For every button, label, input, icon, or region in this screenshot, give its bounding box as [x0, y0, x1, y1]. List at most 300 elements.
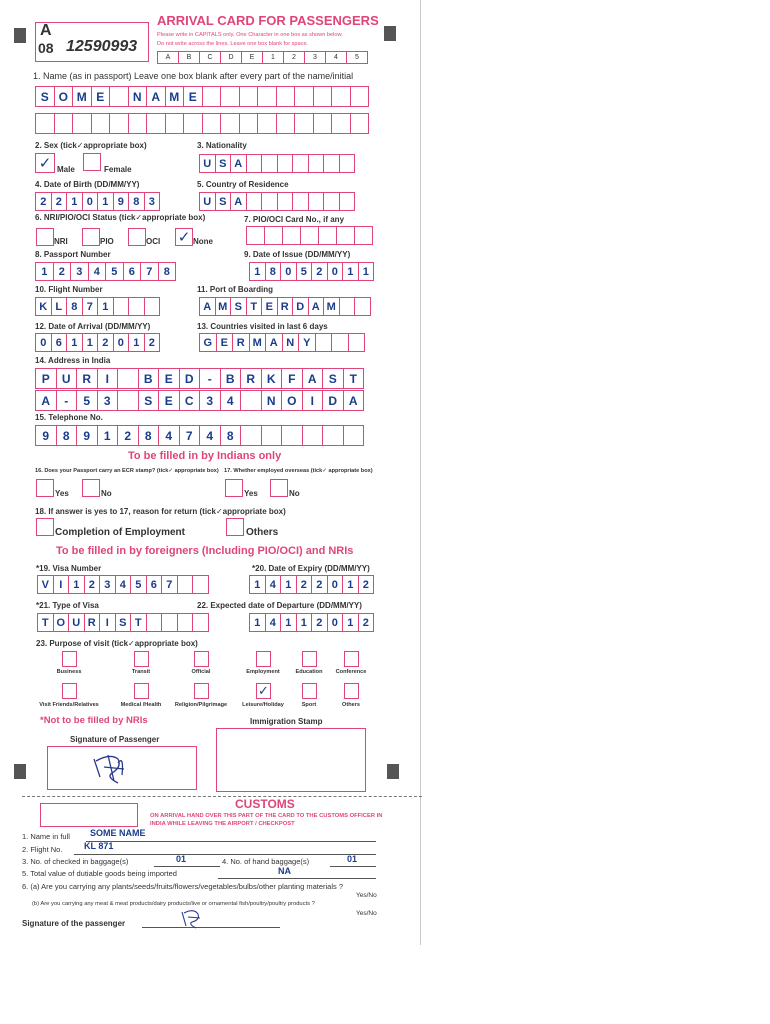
char-box[interactable]: 2 [144, 333, 161, 352]
char-box[interactable] [257, 113, 277, 134]
char-box[interactable]: 2 [358, 575, 375, 594]
char-box[interactable]: N [128, 86, 148, 107]
char-box[interactable]: 8 [128, 192, 145, 211]
q13-label: 13. Countries visited in last 6 days [197, 322, 328, 331]
char-box[interactable] [257, 86, 277, 107]
customs-hand-label: 4. No. of hand baggage(s) [222, 857, 310, 866]
port-of-boarding-boxes[interactable] [199, 297, 370, 316]
q17-no-checkbox[interactable] [270, 479, 288, 497]
q16-label: 16. Does your Passport carry an ECR stamp? (tick✓ appropriate box) [35, 468, 219, 474]
char-box[interactable] [246, 192, 263, 211]
char-box[interactable]: 0 [327, 613, 344, 632]
customs-checked-value[interactable]: 01 [176, 854, 187, 864]
char-box[interactable]: 8 [158, 262, 177, 281]
male-checkbox[interactable]: ✓ [35, 153, 55, 173]
customs-dutiable-line [218, 878, 376, 879]
female-label: Female [104, 165, 132, 174]
char-box[interactable]: 9 [76, 425, 98, 446]
char-box[interactable]: - [199, 368, 221, 389]
purpose-label: Visit Friends/Relatives [39, 702, 99, 708]
char-box[interactable]: A [343, 390, 365, 411]
q21-label: *21. Type of Visa [36, 601, 99, 610]
expiry-date-boxes[interactable] [249, 575, 373, 594]
char-box[interactable]: 4 [158, 425, 180, 446]
char-box[interactable]: 1 [97, 192, 114, 211]
char-box[interactable]: 8 [66, 297, 83, 316]
char-box[interactable] [246, 226, 265, 245]
char-box[interactable] [354, 226, 373, 245]
char-box[interactable] [192, 613, 209, 632]
purpose-business-checkbox[interactable] [62, 651, 77, 667]
char-box[interactable]: 1 [128, 333, 145, 352]
char-box[interactable] [308, 192, 325, 211]
customs-hand-value[interactable]: 01 [347, 854, 358, 864]
char-box[interactable]: T [130, 613, 147, 632]
purpose-religion-pilgrimage-checkbox[interactable] [194, 683, 209, 699]
char-box[interactable] [177, 575, 194, 594]
char-box[interactable]: E [158, 390, 180, 411]
char-box[interactable]: M [323, 297, 340, 316]
female-checkbox[interactable] [83, 153, 101, 171]
char-box[interactable]: U [56, 368, 78, 389]
char-box[interactable]: I [99, 613, 116, 632]
char-box[interactable]: S [138, 390, 160, 411]
char-box[interactable] [343, 425, 365, 446]
char-box[interactable]: 4 [199, 425, 221, 446]
char-box[interactable]: 0 [35, 333, 52, 352]
char-box[interactable]: 6 [123, 262, 142, 281]
registration-mark [387, 764, 399, 779]
char-box[interactable]: 7 [82, 297, 99, 316]
customs-dutiable-value[interactable]: NA [278, 866, 291, 876]
registration-mark [14, 764, 26, 779]
name-line-2[interactable] [35, 113, 368, 134]
char-box[interactable] [350, 113, 370, 134]
signature-box[interactable] [47, 746, 197, 790]
char-box: 4 [325, 51, 347, 64]
char-box[interactable]: 2 [117, 425, 139, 446]
dob-boxes[interactable] [35, 192, 159, 211]
char-box[interactable] [202, 113, 222, 134]
char-box[interactable]: I [302, 390, 324, 411]
char-box[interactable]: A [230, 192, 247, 211]
tear-line [22, 796, 422, 797]
passport-number-boxes[interactable] [35, 262, 175, 281]
char-box[interactable] [300, 226, 319, 245]
char-box[interactable]: K [261, 368, 283, 389]
char-box[interactable] [313, 86, 333, 107]
customs-signature-label: Signature of the passenger [22, 919, 126, 928]
char-box[interactable]: O [54, 86, 74, 107]
pio-oci-card-boxes[interactable] [246, 226, 372, 245]
char-box[interactable]: T [343, 368, 365, 389]
char-box[interactable]: 2 [97, 333, 114, 352]
status-oci-checkbox[interactable] [128, 228, 146, 246]
char-box[interactable] [318, 226, 337, 245]
char-box[interactable] [261, 425, 283, 446]
char-box[interactable] [302, 425, 324, 446]
char-box[interactable] [54, 113, 74, 134]
char-box[interactable]: 1 [97, 425, 119, 446]
char-box[interactable]: D [322, 390, 344, 411]
char-box[interactable]: 2 [311, 262, 328, 281]
customs-flight-value[interactable]: KL 871 [84, 841, 114, 851]
completion-checkbox[interactable] [36, 518, 54, 536]
char-box[interactable]: 1 [280, 575, 297, 594]
char-box[interactable]: M [249, 333, 267, 352]
char-box[interactable]: 1 [35, 262, 54, 281]
registration-mark [384, 26, 396, 41]
char-box: 1 [262, 51, 284, 64]
char-box[interactable] [240, 425, 262, 446]
char-box[interactable]: 1 [358, 262, 375, 281]
char-box[interactable]: 1 [249, 613, 266, 632]
char-box[interactable]: 2 [311, 575, 328, 594]
char-box[interactable] [117, 368, 139, 389]
char-box[interactable]: 0 [82, 192, 99, 211]
char-box[interactable]: E [183, 86, 203, 107]
char-box[interactable]: D [292, 297, 309, 316]
char-box[interactable]: R [84, 613, 101, 632]
char-box[interactable] [331, 333, 349, 352]
name-line-1[interactable] [35, 86, 368, 107]
char-box[interactable]: S [35, 86, 55, 107]
char-box[interactable] [239, 113, 259, 134]
char-box[interactable] [220, 113, 240, 134]
char-box[interactable]: 6 [51, 333, 68, 352]
char-box[interactable] [323, 154, 340, 173]
status-none-checkbox[interactable]: ✓ [175, 228, 193, 246]
char-box[interactable]: S [322, 368, 344, 389]
char-box[interactable]: T [37, 613, 54, 632]
char-box[interactable] [277, 192, 294, 211]
char-box[interactable]: 3 [199, 390, 221, 411]
char-box[interactable]: B [220, 368, 242, 389]
purpose-label: Sport [301, 702, 317, 708]
char-box[interactable] [276, 86, 296, 107]
char-box[interactable]: E [158, 368, 180, 389]
char-box[interactable] [282, 226, 301, 245]
purpose-medical-health-checkbox[interactable] [134, 683, 149, 699]
q3-label: 3. Nationality [197, 141, 247, 150]
char-box[interactable]: 2 [296, 575, 313, 594]
status-nri-checkbox[interactable] [36, 228, 54, 246]
char-box[interactable] [276, 113, 296, 134]
char-box[interactable] [292, 192, 309, 211]
char-box[interactable]: U [199, 154, 216, 173]
char-box[interactable]: 0 [327, 262, 344, 281]
char-box[interactable] [292, 154, 309, 173]
char-box[interactable]: I [97, 368, 119, 389]
char-box[interactable]: 8 [220, 425, 242, 446]
char-box[interactable]: K [35, 297, 52, 316]
char-box[interactable]: 1 [342, 575, 359, 594]
char-box[interactable]: R [277, 297, 294, 316]
char-box[interactable]: V [37, 575, 54, 594]
char-box[interactable]: U [199, 192, 216, 211]
char-box[interactable]: 4 [115, 575, 132, 594]
char-box[interactable]: S [230, 297, 247, 316]
char-box[interactable] [294, 113, 314, 134]
nationality-boxes[interactable] [199, 154, 354, 173]
purpose-leisure-holiday-checkbox[interactable]: ✓ [256, 683, 271, 699]
q10-label: 10. Flight Number [35, 285, 103, 294]
char-box[interactable]: Y [298, 333, 316, 352]
char-box[interactable]: A [230, 154, 247, 173]
char-box[interactable]: S [115, 613, 132, 632]
char-box[interactable]: 3 [99, 575, 116, 594]
customs-signature-icon [176, 906, 206, 930]
char-box[interactable]: 1 [97, 297, 114, 316]
char-box[interactable]: 4 [220, 390, 242, 411]
q17-yes-checkbox[interactable] [225, 479, 243, 497]
status-nri-label: NRI [54, 237, 68, 246]
char-box[interactable]: R [76, 368, 98, 389]
char-box[interactable] [294, 86, 314, 107]
char-box[interactable]: 1 [249, 575, 266, 594]
address-line-1[interactable] [35, 368, 363, 389]
char-box[interactable]: 1 [342, 613, 359, 632]
char-box[interactable]: 4 [88, 262, 107, 281]
char-box[interactable] [165, 113, 185, 134]
q16-yes-checkbox[interactable] [36, 479, 54, 497]
char-box[interactable] [220, 86, 240, 107]
char-box[interactable]: E [91, 86, 111, 107]
char-box[interactable]: 2 [311, 613, 328, 632]
telephone-boxes[interactable] [35, 425, 363, 446]
q9-label: 9. Date of Issue (DD/MM/YY) [244, 250, 351, 259]
char-box[interactable] [91, 113, 111, 134]
char-box[interactable] [183, 113, 203, 134]
char-box[interactable]: U [68, 613, 85, 632]
char-box[interactable] [109, 113, 129, 134]
char-box: 5 [346, 51, 368, 64]
char-box[interactable]: 7 [161, 575, 178, 594]
flight-number-boxes[interactable] [35, 297, 159, 316]
char-box[interactable]: 3 [70, 262, 89, 281]
char-box[interactable] [315, 333, 333, 352]
purpose-employment-checkbox[interactable] [256, 651, 271, 667]
char-box[interactable] [277, 154, 294, 173]
char-box[interactable]: 7 [179, 425, 201, 446]
char-box[interactable] [202, 86, 222, 107]
char-box[interactable]: F [281, 368, 303, 389]
char-box[interactable] [161, 613, 178, 632]
char-box[interactable] [146, 113, 166, 134]
char-box[interactable]: T [246, 297, 263, 316]
char-box[interactable] [331, 113, 351, 134]
purpose-visit-friends-relatives-checkbox[interactable] [62, 683, 77, 699]
char-box[interactable] [144, 297, 161, 316]
customs-checked-label: 3. No. of checked in baggage(s) [22, 857, 129, 866]
char-box[interactable]: 2 [35, 192, 52, 211]
purpose-conference-checkbox[interactable] [344, 651, 359, 667]
char-box[interactable]: 9 [35, 425, 57, 446]
issue-date-boxes[interactable] [249, 262, 373, 281]
char-box[interactable]: 1 [66, 333, 83, 352]
char-box[interactable] [246, 154, 263, 173]
char-box[interactable]: A [265, 333, 283, 352]
status-pio-checkbox[interactable] [82, 228, 100, 246]
char-box[interactable]: 1 [66, 192, 83, 211]
char-box[interactable]: 1 [249, 262, 266, 281]
char-box[interactable]: 9 [113, 192, 130, 211]
char-box[interactable] [239, 86, 259, 107]
char-box[interactable]: O [281, 390, 303, 411]
char-box[interactable]: 5 [296, 262, 313, 281]
char-box[interactable] [177, 613, 194, 632]
char-box[interactable]: A [35, 390, 57, 411]
char-box[interactable]: S [215, 192, 232, 211]
char-box[interactable]: 2 [358, 613, 375, 632]
char-box[interactable]: 1 [296, 613, 313, 632]
char-box[interactable] [35, 113, 55, 134]
char-box[interactable] [264, 226, 283, 245]
char-box[interactable]: A [199, 297, 216, 316]
not-nri-note: *Not to be filled by NRIs [40, 715, 148, 726]
visa-type-boxes[interactable] [37, 613, 208, 632]
char-box[interactable]: B [138, 368, 160, 389]
char-box[interactable]: 2 [53, 262, 72, 281]
char-box[interactable]: 3 [144, 192, 161, 211]
q17-no-label: No [289, 489, 300, 498]
char-box[interactable]: 4 [265, 575, 282, 594]
char-box[interactable] [117, 390, 139, 411]
char-box[interactable]: A [308, 297, 325, 316]
status-pio-label: PIO [100, 237, 114, 246]
char-box[interactable]: A [302, 368, 324, 389]
char-box[interactable] [146, 613, 163, 632]
char-box[interactable]: 2 [84, 575, 101, 594]
status-none-label: None [193, 237, 213, 246]
char-box[interactable]: 6 [146, 575, 163, 594]
char-box[interactable]: R [240, 368, 262, 389]
char-box[interactable]: 0 [280, 262, 297, 281]
address-line-2[interactable] [35, 390, 363, 411]
q12-label: 12. Date of Arrival (DD/MM/YY) [35, 322, 151, 331]
customs-q6a-answer[interactable]: Yes/No [356, 892, 377, 899]
purpose-transit-checkbox[interactable] [134, 651, 149, 667]
char-box[interactable]: 8 [56, 425, 78, 446]
char-box[interactable]: 1 [280, 613, 297, 632]
char-box[interactable] [339, 154, 356, 173]
char-box[interactable] [354, 297, 371, 316]
departure-date-boxes[interactable] [249, 613, 373, 632]
char-box[interactable]: 1 [68, 575, 85, 594]
char-box[interactable]: M [165, 86, 185, 107]
char-box[interactable] [322, 425, 344, 446]
char-box[interactable]: G [199, 333, 217, 352]
others-return-checkbox[interactable] [226, 518, 244, 536]
char-box[interactable]: M [72, 86, 92, 107]
char-box[interactable] [339, 192, 356, 211]
char-box[interactable]: 8 [138, 425, 160, 446]
visa-number-boxes[interactable] [37, 575, 208, 594]
char-box[interactable] [261, 154, 278, 173]
char-box[interactable] [109, 86, 129, 107]
customs-flight-line [74, 854, 376, 855]
char-box[interactable] [192, 575, 209, 594]
char-box[interactable] [339, 297, 356, 316]
char-box[interactable] [348, 333, 366, 352]
char-box[interactable]: 2 [51, 192, 68, 211]
char-box[interactable]: - [56, 390, 78, 411]
q16-no-checkbox[interactable] [82, 479, 100, 497]
char-box[interactable] [281, 425, 303, 446]
char-box[interactable]: I [53, 575, 70, 594]
char-box[interactable] [261, 192, 278, 211]
char-box[interactable]: 4 [265, 613, 282, 632]
char-box[interactable]: 0 [327, 575, 344, 594]
customs-name-line [86, 841, 376, 842]
char-box[interactable]: 7 [140, 262, 159, 281]
char-box[interactable]: O [53, 613, 70, 632]
char-box[interactable]: D [179, 368, 201, 389]
purpose-label: Official [191, 669, 211, 675]
char-box[interactable]: M [215, 297, 232, 316]
char-box[interactable]: 8 [265, 262, 282, 281]
char-box[interactable]: 5 [130, 575, 147, 594]
immigration-stamp-box [216, 728, 366, 792]
char-box[interactable] [308, 154, 325, 173]
char-box[interactable]: 1 [82, 333, 99, 352]
arrival-date-boxes[interactable] [35, 333, 159, 352]
char-box[interactable]: 1 [342, 262, 359, 281]
char-box[interactable] [323, 192, 340, 211]
char-box: A [157, 51, 179, 64]
char-box[interactable] [128, 297, 145, 316]
char-box[interactable] [240, 390, 262, 411]
purpose-education-checkbox[interactable] [302, 651, 317, 667]
customs-name-value[interactable]: SOME NAME [90, 828, 146, 838]
residence-boxes[interactable] [199, 192, 354, 211]
purpose-sport-checkbox[interactable] [302, 683, 317, 699]
char-box: D [220, 51, 242, 64]
char-box[interactable]: E [261, 297, 278, 316]
char-box[interactable] [313, 113, 333, 134]
char-box[interactable]: N [261, 390, 283, 411]
char-box[interactable]: A [146, 86, 166, 107]
countries-visited-boxes[interactable] [199, 333, 364, 352]
q18-label: 18. If answer is yes to 17, reason for return (tick✓appropriate box) [35, 507, 286, 516]
char-box[interactable]: 5 [105, 262, 124, 281]
q4-label: 4. Date of Birth (DD/MM/YY) [35, 180, 140, 189]
customs-hand-line [330, 866, 376, 867]
char-box[interactable]: R [232, 333, 250, 352]
char-box[interactable]: C [179, 390, 201, 411]
q19-label: *19. Visa Number [36, 564, 102, 573]
char-box[interactable] [72, 113, 92, 134]
char-box[interactable]: S [215, 154, 232, 173]
purpose-official-checkbox[interactable] [194, 651, 209, 667]
char-box[interactable]: E [216, 333, 234, 352]
char-box[interactable]: L [51, 297, 68, 316]
char-box[interactable]: 3 [97, 390, 119, 411]
char-box[interactable] [128, 113, 148, 134]
char-box[interactable] [336, 226, 355, 245]
char-box[interactable]: 0 [113, 333, 130, 352]
char-box[interactable]: 5 [76, 390, 98, 411]
char-box[interactable] [350, 86, 370, 107]
purpose-others-checkbox[interactable] [344, 683, 359, 699]
customs-q6b-answer[interactable]: Yes/No [356, 910, 377, 917]
char-box[interactable] [113, 297, 130, 316]
char-box[interactable]: N [282, 333, 300, 352]
char-box: E [241, 51, 263, 64]
char-box[interactable]: P [35, 368, 57, 389]
char-box[interactable] [331, 86, 351, 107]
purpose-label: Employment [246, 669, 280, 675]
